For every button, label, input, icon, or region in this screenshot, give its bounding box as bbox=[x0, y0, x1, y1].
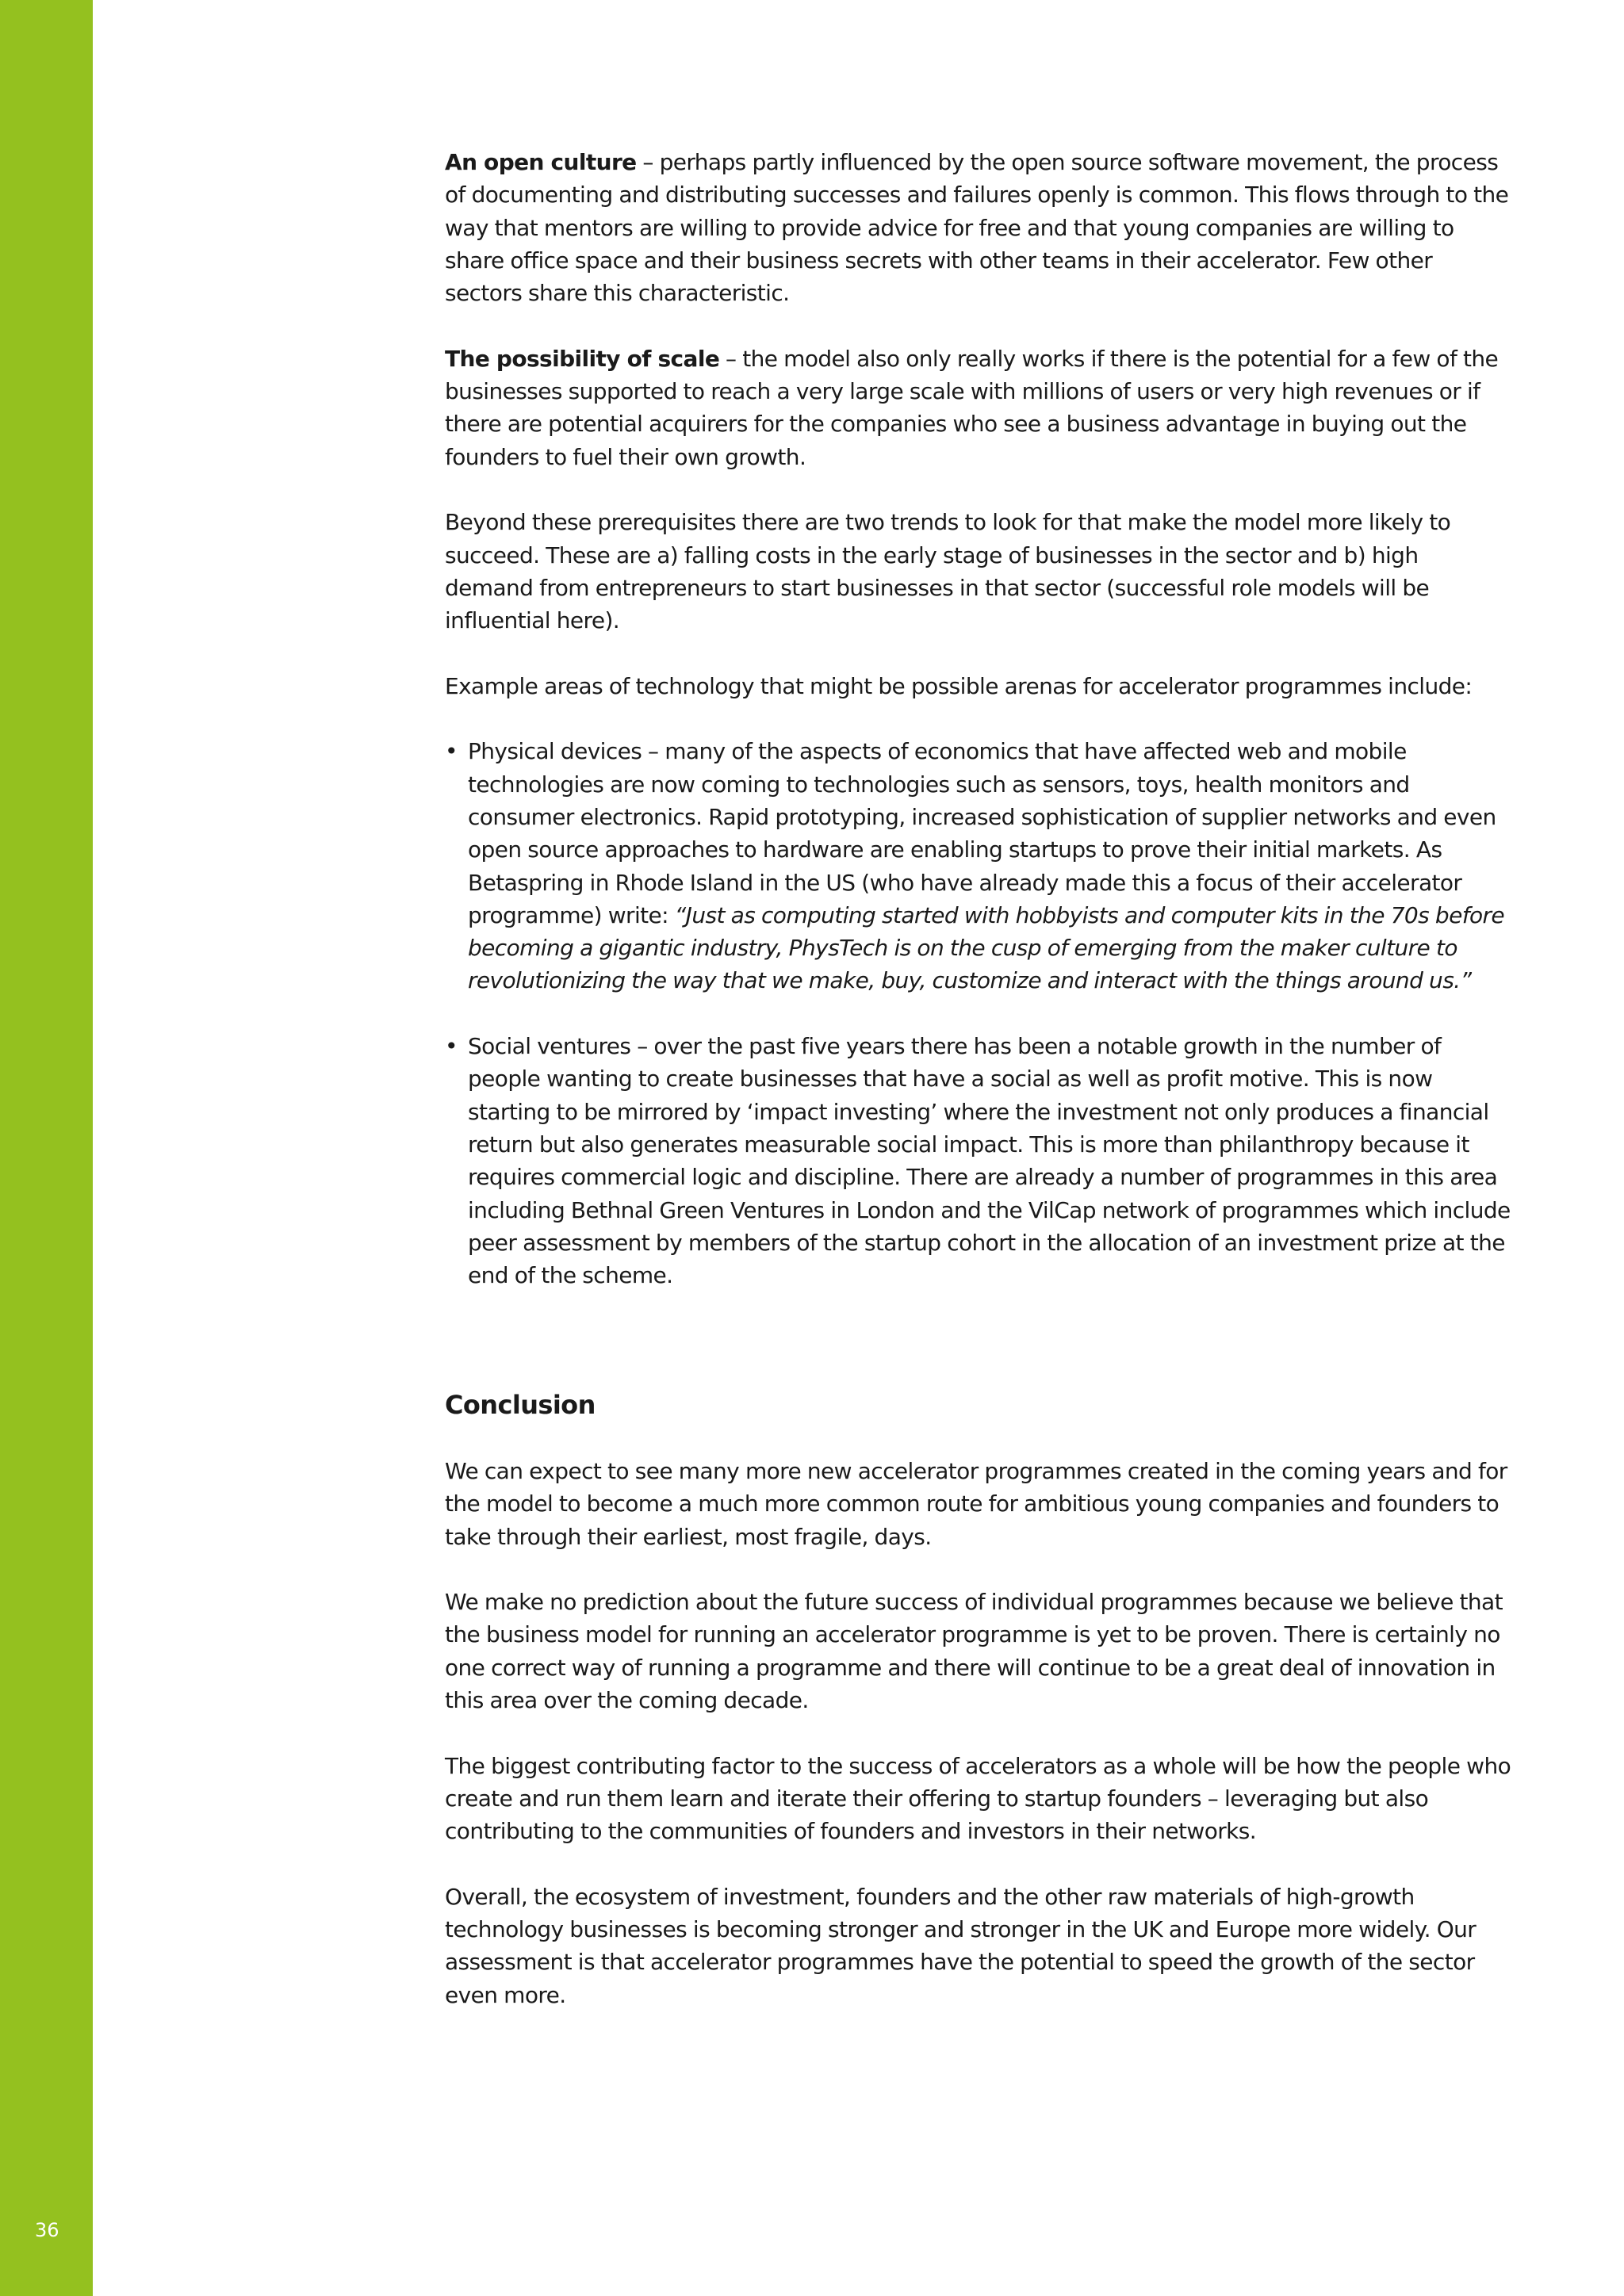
list-item-text: Social ventures – over the past five years there has been a notable growth in the number of people wanting to create businesses that have a social as well as profit motive. This is now starting to be mirrored by ‘impact investing’ where the investment not only produces a financial return but also generates measurable social impact. This is more than philanthropy because it requires commercial logic and discipline. There are already a number of programmes in this area including Bethnal Green Ventures in London and the VilCap network of programmes which include peer assessment by members of the startup cohort in the allocation of an investment prize at the end of the scheme. bbox=[468, 1033, 1511, 1289]
conclusion-paragraph: We can expect to see many more new accelerator programmes created in the coming years and for the model to become a much more common route for ambitious young companies and founders to take through their earliest, most fragile, days. bbox=[445, 1457, 1507, 1550]
scale-paragraph bbox=[445, 342, 1511, 473]
page-number: 36 bbox=[35, 2219, 59, 2241]
body-text bbox=[445, 146, 1511, 2044]
scale-lead: The possibility of scale bbox=[445, 345, 720, 372]
examples-intro-paragraph: Example areas of technology that might be possible arenas for accelerator programmes include: bbox=[445, 672, 1473, 699]
open-culture-lead: An open culture bbox=[445, 149, 637, 175]
list-item bbox=[445, 1030, 1511, 1292]
scale-text: – the model also only really works if there is the potential for a few of the businesses supported to reach a very large scale with millions of users or very high revenues or if there are potential acquirers for the companies who see a business advantage in buying out the founders to fuel their own growth. bbox=[445, 345, 1499, 470]
conclusion-heading: Conclusion bbox=[445, 1390, 596, 1421]
list-item-text: Physical devices – many of the aspects of economics that have affected web and mobile technologies are now coming to technologies such as sensors, toys, health monitors and consumer electronics. Rapid prototyping, increased sophistication of supplier networks and even open source approaches to hardware are enabling startups to prove their initial markets. As Betaspring in Rhode Island in the US (who have already made this a focus of their accelerator programme) write: bbox=[468, 738, 1496, 928]
examples-list bbox=[445, 735, 1511, 1292]
prerequisites-paragraph: Beyond these prerequisites there are two trends to look for that make the model more likely to succeed. These are a) falling costs in the early stage of businesses in the sector and b) high demand from entrepreneurs to start businesses in that sector (successful role models will be influential here). bbox=[445, 509, 1451, 634]
conclusion-paragraph: The biggest contributing factor to the success of accelerators as a whole will be how the people who create and run them learn and iterate their offering to startup founders – leveraging but also contributing to the communities of founders and investors in their networks. bbox=[445, 1752, 1511, 1845]
bullet-icon: • bbox=[445, 1033, 458, 1060]
list-item bbox=[445, 735, 1511, 997]
green-sidebar bbox=[0, 0, 93, 2296]
betaspring-quote: “Just as computing started with hobbyists and computer kits in the 70s before becoming a gigantic industry, PhysTech is on the cusp of emerging from the maker culture to revolutionizing the way that we make, buy, customize and interact with the things around us.” bbox=[468, 901, 1505, 994]
bullet-icon: • bbox=[445, 738, 458, 765]
open-culture-paragraph bbox=[445, 146, 1511, 309]
conclusion-paragraph: Overall, the ecosystem of investment, founders and the other raw materials of high-growth technology businesses is becoming stronger and stronger in the UK and Europe more widely. Our assessment is that accelerator programmes have the potential to speed the growth of the sector even more. bbox=[445, 1883, 1477, 2008]
conclusion-paragraph: We make no prediction about the future success of individual programmes because we believe that the business model for running an accelerator programme is yet to be proven. There is certainly no one correct way of running a programme and there will continue to be a great deal of innovation in this area over the coming decade. bbox=[445, 1589, 1503, 1714]
open-culture-text: – perhaps partly influenced by the open source software movement, the process of documenting and distributing successes and failures openly is common. This flows through to the way that mentors are willing to provide advice for free and that young companies are willing to share office space and their business secrets with other teams in their accelerator. Few other sectors share this characteristic. bbox=[445, 149, 1509, 307]
